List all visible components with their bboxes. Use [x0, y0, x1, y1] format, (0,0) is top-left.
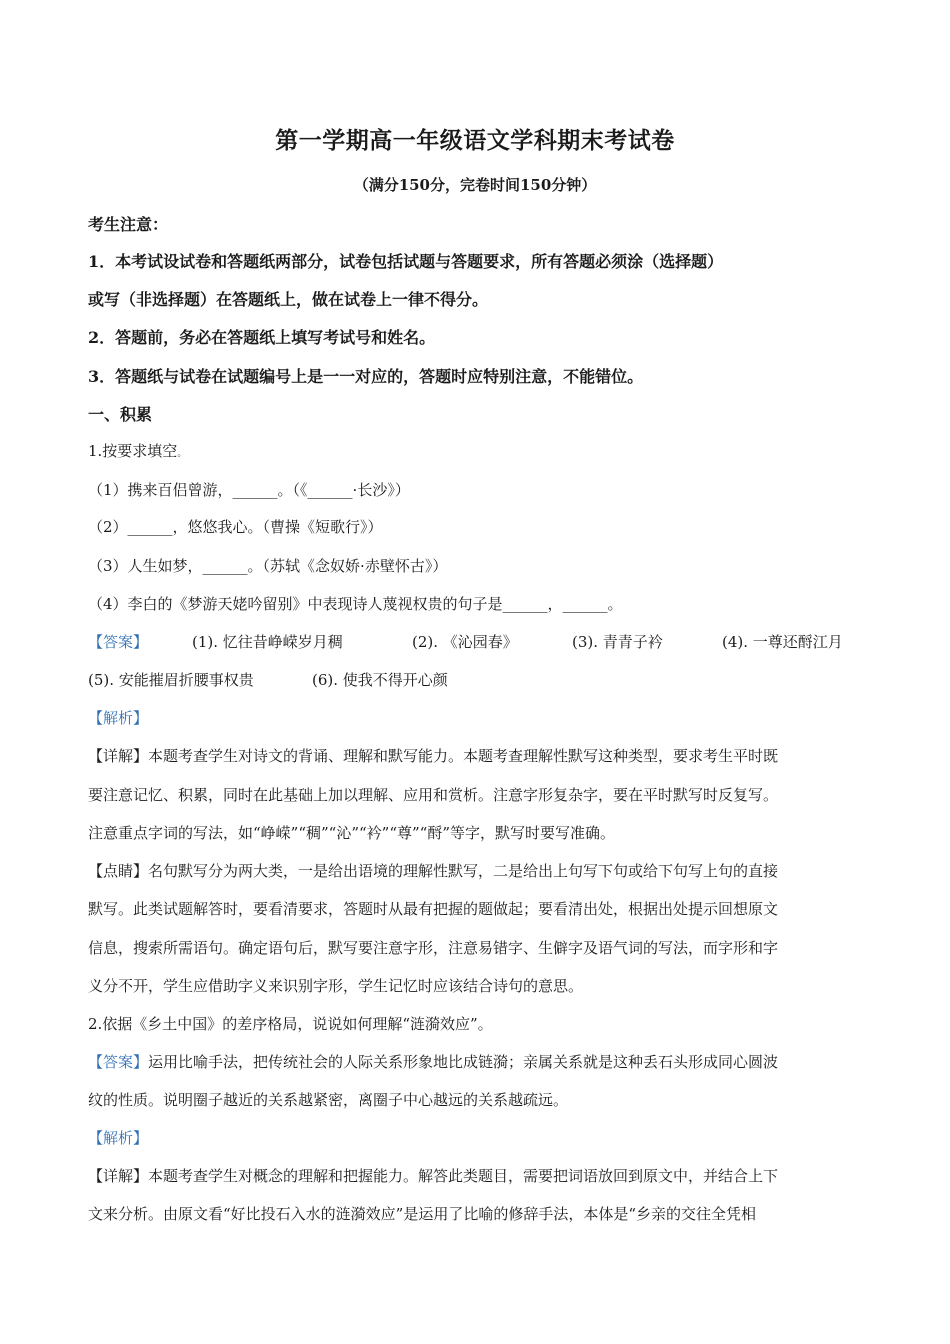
- q1-item-4: （4）李白的《梦游天姥吟留别》中表现诗人蔑视权贵的句子是______，______。: [88, 595, 623, 613]
- q2-answer-line-2: 纹的性质。说明圈子越近的关系越紧密，离圈子中心越远的关系越疏远。: [88, 1091, 569, 1109]
- q1-answer-tag: 【答案】: [88, 633, 149, 651]
- q1-tip-line-2: 默写。此类试题解答时，要看清要求，答题时从最有把握的题做起；要看清出处，根据出处提示回想原文: [88, 900, 779, 918]
- q1-answer-3: (3). 青青子衿: [572, 633, 663, 651]
- q1-stem: [88, 440, 186, 461]
- q1-answer-4: (4). 一尊还酹江月: [722, 633, 843, 651]
- q1-answer-row-2: [88, 669, 868, 691]
- q1-tip-line-3: 信息，搜索所需语句。确定语句后，默写要注意字形，注意易错字、生僻字及语气词的写法，而字形和字: [88, 939, 779, 957]
- q1-detail-line-2: 要注意记忆、积累，同时在此基础上加以理解、应用和赏析。注意字形复杂字，要在平时默写时反复写。: [88, 786, 779, 804]
- q1-answer-2: (2). 《沁园春》: [412, 633, 518, 651]
- q1-tip-line-1: 【点睛】名句默写分为两大类，一是给出语境的理解性默写，二是给出上句写下句或给下句写上句的直接: [88, 862, 779, 880]
- notice-item-3: 3．答题纸与试卷在试题编号上是一一对应的，答题时应特别注意，不能错位。: [88, 367, 644, 386]
- q1-answer-6: (6). 使我不得开心颜: [312, 671, 448, 689]
- q1-stem-mark: 。: [177, 449, 187, 459]
- q1-answer-row-1: [88, 631, 868, 653]
- exam-subtitle: （满分150分，完卷时间150分钟）: [353, 176, 597, 194]
- q1-item-1: （1）携来百侣曾游，______。（《______·长沙》）: [88, 481, 410, 499]
- q1-tip-line-4: 义分不开，学生应借助字义来识别字形，学生记忆时应该结合诗句的意思。: [88, 977, 584, 995]
- q1-detail-line-3: 注意重点字词的写法，如“峥嵘”“稠”“沁”“衿”“尊”“酹”等字，默写时要写准确。: [88, 824, 616, 842]
- q2-answer-line-1: [88, 1051, 778, 1072]
- q2-stem: 2.依据《乡土中国》的差序格局，说说如何理解“涟漪效应”。: [88, 1015, 493, 1033]
- q2-analysis-tag: 【解析】: [88, 1129, 149, 1147]
- q2-detail-line-2: 文来分析。由原文看“好比投石入水的涟漪效应”是运用了比喻的修辞手法，本体是“乡亲的交往全凭相: [88, 1205, 757, 1223]
- notice-item-1-line-1: 1．本考试设试卷和答题纸两部分，试卷包括试题与答题要求，所有答题必须涂（选择题）: [88, 252, 724, 271]
- q1-analysis-tag: 【解析】: [88, 709, 149, 727]
- q2-answer-text-1: 运用比喻手法，把传统社会的人际关系形象地比成链漪；亲属关系就是这种丢石头形成同心圆波: [148, 1053, 779, 1071]
- q2-detail-line-1: 【详解】本题考查学生对概念的理解和把握能力。解答此类题目，需要把词语放回到原文中，并结合上下: [88, 1167, 779, 1185]
- q1-stem-text: 1.按要求填空: [88, 442, 178, 460]
- notice-item-1-line-2: 或写（非选择题）在答题纸上，做在试卷上一律不得分。: [88, 290, 489, 309]
- q1-detail-line-1: 【详解】本题考查学生对诗文的背诵、理解和默写能力。本题考查理解性默写这种类型，要求考生平时既: [88, 747, 779, 765]
- exam-title: 第一学期高一年级语文学科期末考试卷: [275, 127, 675, 154]
- q1-answer-5: (5). 安能摧眉折腰事权贵: [88, 671, 254, 689]
- q2-answer-tag: 【答案】: [88, 1053, 149, 1071]
- q1-item-3: （3）人生如梦，______。（苏轼《念奴娇·赤壁怀古》）: [88, 557, 448, 575]
- q1-answer-1: (1). 忆往昔峥嵘岁月稠: [192, 633, 343, 651]
- notice-item-2: 2．答题前，务必在答题纸上填写考试号和姓名。: [88, 328, 436, 347]
- section-heading-accumulation: 一、积累: [88, 405, 153, 424]
- notice-heading: 考生注意：: [88, 215, 169, 234]
- q1-item-2: （2）______，悠悠我心。（曹操《短歌行》）: [88, 518, 383, 536]
